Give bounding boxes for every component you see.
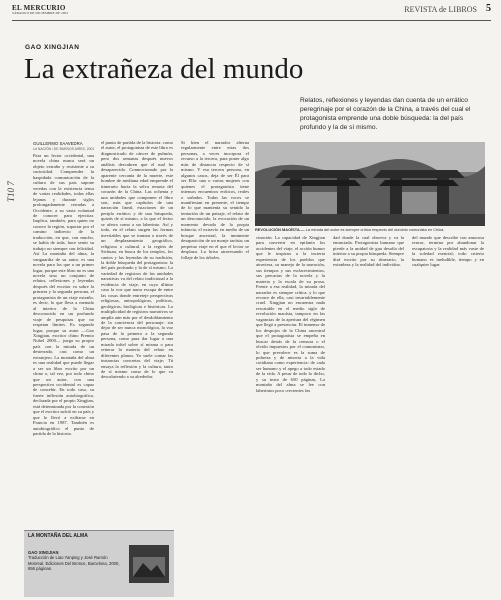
- book-publication: Traducción de Liao Yanping y José Ramón Monreal. Ediciones Del Bronce, Barcelona, 2000, 656 páginas.: [28, 555, 120, 572]
- article-author: GAO XINGJIAN: [25, 44, 80, 51]
- newspaper-name: EL MERCURIO: [12, 4, 66, 12]
- page-header: [12, 4, 491, 21]
- body-column-5: dad donde la cual observa y va la enunciada. Protagonista humano que pierde a la unidad de gua desafía del interior a su propia búsqueda. Siempre dirá escrito por su itinerario, la extrañeza y la realidad del individuo.: [333, 235, 404, 268]
- book-info-box: [24, 530, 174, 597]
- temple-photo: [255, 142, 485, 226]
- photo-caption: [255, 227, 485, 232]
- book-author: GAO XINGJIAN: [28, 550, 59, 555]
- book-title: LA MONTAÑA DEL ALMA: [28, 533, 88, 539]
- book-cover-image: [129, 545, 169, 583]
- body-column-4: cinación. La capacidad de Xingjian para convertir en epifanía los accidentes del viaje, el acción humor que le inspiran a la incierta experiencia de los pueblos que atraviesa, su manejo de la narración, sus tiempos y sus esclarecimientos, sus precarias de la novela y la materia y la escala de su prosa. Frente a esa realidad, la mirada del narrador es siempre crítica, y lo que recorre de ella, casi invariablemente cruel. Xingjian no encuentra nada rescatable en el medio siglo de revolución maoísta, tampoco en las vagancias de la apertura del régimen que llegó a presenciar. El inmenso de los despojos de la China ancestral que el protagonista se empeña en buscar detrás de la censura o el olvido impuestos por el comunismo, lo que prevalece es la suma de pobreza y de miseria a la vida cotidiana como experiencia: de cada ser humano y el apego a todo estado de la vida. A pesar de todo lo dicho, y su texto de 650 páginas, La montaña del alma se lee con laberintos poco crecientes fas: [256, 235, 325, 393]
- section-name: REVISTA de LIBROS: [404, 5, 477, 14]
- byline-credit: LA NACIÓN / DE BUENOS AIRES, 2001: [33, 147, 95, 151]
- handwritten-margin-note: T10 7: [6, 181, 16, 202]
- issue-date: SÁBADO 8 DE DICIEMBRE DE 2001: [12, 11, 69, 15]
- caption-text: La mirada del autor es siempre crítica respecto del dominio comunista en China.: [305, 227, 445, 232]
- page-number: 5: [486, 3, 491, 14]
- article-subtitle: Relatos, reflexiones y leyendas dan cuenta de un errático peregrinaje por el corazón de la China, a través del cual el protagonista emprende una doble búsqueda: la del país profundo y la de sí mismo.: [300, 97, 471, 131]
- body-column-6: del mundo que describe con amorosa rencor, termina por abandonar la escapatoria y la realidad más vaste de la soledad esencial; todo criterio humano es ineludible, tiempo y en cualquier lugar.: [412, 235, 484, 268]
- caption-title: REVOLUCIÓN MAOÍSTA.—: [255, 227, 305, 232]
- body-column-2: el punto de partida de la historia: como el autor, el protagonista de este libro es diagnosticado de cáncer de pulmón, pero dos semanas después nuevos análisis descubren que el mal ha desaparecido. Conmocionado por la aparente cercanía de la muerte, este hombre de mediana edad emprende el itinerario hacia la selva remota del corazón de la China. Las ochenta y una unidades que componen el libro son, más que capítulos de una narración lineal, estaciones de un periplo errático y de una búsqueda, quizás de sí mismo, a la que el lector se aferra como a un laberinto. Así y todo, en el relato surgen las formas inevitables que se traman a través de un desplazamiento geográfico, religioso o cultural, a la región de Sichuan, en busca de los templos, los cantos y las leyendas de su tradición, la doble búsqueda del protagonista: la del país profundo y la de sí mismo. La variedad de registros de las unidades narrativas va del relato tradicional a la evidencia de viaje, en cuyo último caso la voz que narra escapa de entre las cosas donde entreteje perspectivas religiosas, antropológicas, políticas, geológicas, biológicas e históricas. La multiplicidad de registros narrativos se amplía aún más por el desdoblamiento de la conciencia del personaje: sin dejar de ser nunca monológica, la voz pasa de la primera a la segunda persona, como para dar lugar a una mirada infiel sobre sí misma o para reiterar la materia del relato en diferentes planos. Yo suele contar las instancias concretas del viaje; Tú ensaya la reflexión y la cultura, tanto de sí mismo como de lo que va descubriendo a su alrededor.: [101, 140, 173, 380]
- book-details: [28, 550, 123, 572]
- article-title: La extrañeza del mundo: [24, 53, 304, 85]
- body-column-3: Si bien el narrador alterna regularmente entre estas dos personas, a veces incorpora el recurso a la tercera, para poner algo más de distancia respecto de sí mismo. Y esa tercera persona, en algunos casos, deja de ser Él para ser Ella: una o varias mujeres con quienes el protagonista tiene intensos encuentros eróticos, reales o soñados. Todas las voces se manifiestan en presente, el tiempo de lo que mantenía su sentido la tentación de un paisaje, el relato de un desconocido, la evocación de un momento devado de la propia infancia, el extravío en medio de un bosque ancestral, la inminente desaparición de un monje taoísta; un perpetuo viaje en el que el lector se desplaza. La brisa atravesando el follaje de los árboles.: [181, 140, 249, 260]
- article-byline: GUILLERMO SAAVEDRA: [33, 141, 83, 146]
- body-column-1: Para un lector occidental, una novela china nunca será un objeto extraño y resistente a su curiosidad. Comprender la haspidada comunicación de la cultura de sus pais supone veredas con la existencia tensa de varias realidades, todas ellas lejanas y durante siglos prolongadamente cerradas a Occidente, a su vasta voluntad de conocer para ejercitar. Implica, también, para quien no conoce la región, soportar por el camino indirecto de la traducción, en que, con mucho, se había de toda, hace sentir su trabajo no siempre con felicidad. Así La montaña del alma, la vanguardia de su autor, es una novela para los que a un primer lugar, porque este libro no es una novela sino un conjunto de relatos, reflexiones y leyendas después del escritor va sobre la primera y la segunda persona, el protagonista de un viaje extraño, es decir, lo que lleva a menudo al interior de la China desconocida en un profundo viaje de pesquisas que no respetan límites. Es segundo lugar, porque su autor —Gao Xingjian, escritor chino Premio Nobel 2000— juega su propio país con la mirada de un desterrado, casi como un extranjero. La montaña del alma es una realidad que puede llegar a ser un libro escrito por un chino o, tal vez, por todo chino que un autor, con una perspectiva occidental es capaz de concebir. En todo caso, su fuerte inflexión autobiográfica, declarada por el propio Xingjian, está determinada por la conexión que el escritor sufrió en su país y que lo llevó a exiliarse en Francia en 1987. También es autobiográfico el punto de partida de la historia.: [33, 153, 94, 437]
